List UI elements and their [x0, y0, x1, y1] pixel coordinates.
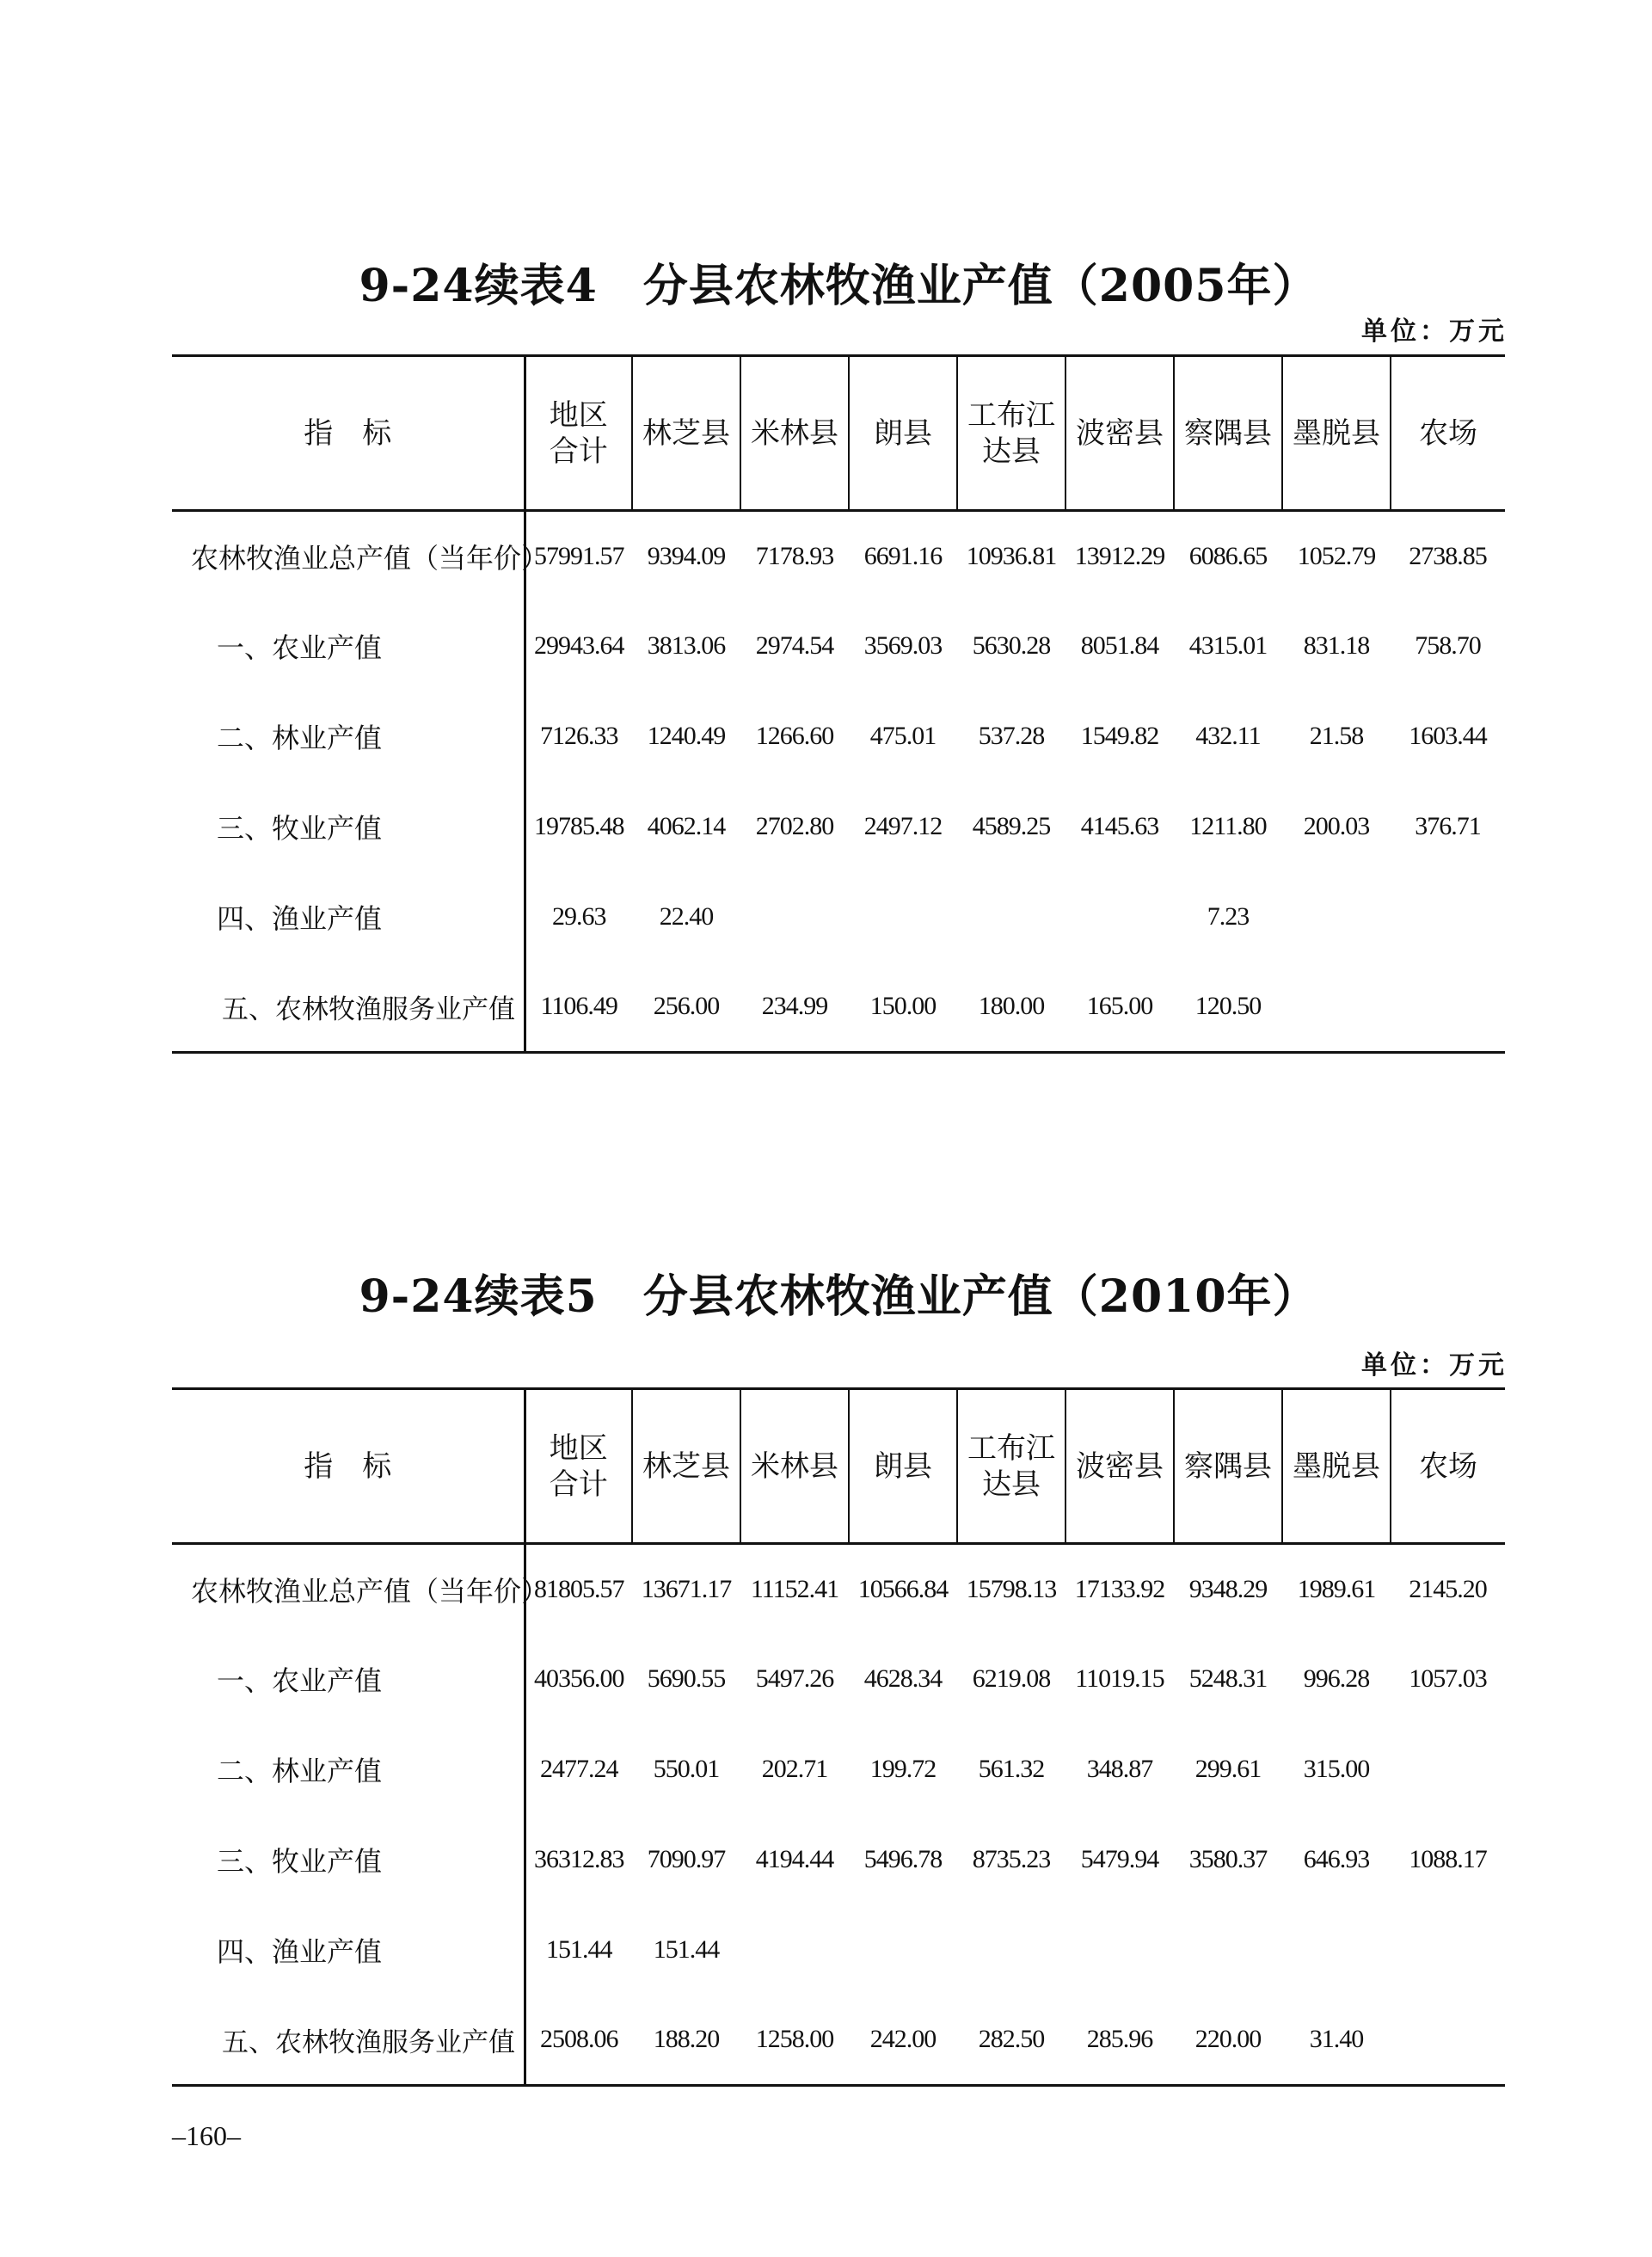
table-cell: 31.40 — [1282, 1996, 1391, 2086]
table-cell: 242.00 — [849, 1996, 957, 2086]
column-header-indicator: 指 标 — [172, 356, 525, 511]
table-cell: 15798.13 — [966, 1574, 1057, 1603]
column-header-gongbujiangda: 工布江 达县 — [957, 356, 1066, 511]
table-cell: 202.71 — [761, 1755, 828, 1783]
table-cell: 7178.93 — [755, 541, 834, 570]
table-cell: 561.32 — [978, 1755, 1045, 1783]
table-cell: 4145.63 — [1080, 812, 1159, 840]
column-header-bomi: 波密县 — [1066, 356, 1174, 511]
table-row — [172, 1996, 1505, 2086]
table-cell: 1088.17 — [1409, 1845, 1487, 1873]
table-cell: 8735.23 — [972, 1845, 1051, 1873]
table-row — [172, 601, 1505, 692]
table-cell: 3813.06 — [647, 631, 726, 660]
table-cell: 4194.44 — [755, 1845, 834, 1873]
table-cell: 2702.80 — [755, 812, 834, 840]
column-header-langxian: 朗县 — [849, 356, 957, 511]
table-cell: 180.00 — [957, 962, 1066, 1053]
column-header-farm: 农场 — [1391, 1389, 1505, 1544]
table-cell: 9348.29 — [1188, 1574, 1268, 1603]
table-cell: 11152.41 — [750, 1574, 839, 1603]
table-cell — [1282, 1905, 1391, 1996]
column-header-chayu: 察隅县 — [1174, 356, 1282, 511]
table-cell: 1211.80 — [1189, 812, 1267, 840]
table-cell — [957, 872, 1066, 962]
table-row — [172, 962, 1505, 1053]
column-header-region-total: 地区 合计 — [525, 356, 632, 511]
column-header-chayu: 察隅县 — [1174, 1389, 1282, 1544]
table-cell — [1391, 1996, 1505, 2086]
table-cell: 2738.85 — [1409, 541, 1487, 570]
table-cell: 5248.31 — [1188, 1664, 1268, 1693]
table-cell: 21.58 — [1309, 722, 1364, 750]
table-cell — [740, 1905, 849, 1996]
column-header-langxian: 朗县 — [849, 1389, 957, 1544]
table-cell: 199.72 — [869, 1755, 937, 1783]
table4-title: 9-24续表4 分县农林牧渔业产值（2005年） — [359, 260, 1318, 312]
table-cell: 9394.09 — [647, 541, 726, 570]
table-cell: 165.00 — [1066, 962, 1174, 1053]
table-cell: 315.00 — [1303, 1755, 1370, 1783]
column-header-farm: 农场 — [1391, 356, 1505, 511]
table-cell: 537.28 — [978, 722, 1045, 750]
table-cell: 29943.64 — [525, 601, 632, 692]
table-cell: 3569.03 — [863, 631, 943, 660]
table-cell: 17133.92 — [1074, 1574, 1165, 1603]
table-cell: 285.96 — [1066, 1996, 1174, 2086]
table-row — [172, 511, 1505, 601]
table-cell: 475.01 — [869, 722, 937, 750]
table-cell: 2477.24 — [525, 1725, 632, 1815]
table-cell: 550.01 — [653, 1755, 720, 1783]
table5-unit: 单位：万元 — [1361, 1350, 1508, 1381]
column-header-motuo: 墨脱县 — [1282, 1389, 1391, 1544]
table-cell: 150.00 — [849, 962, 957, 1053]
table-cell: 234.99 — [740, 962, 849, 1053]
table-cell: 5630.28 — [972, 631, 1051, 660]
table-header-row — [172, 356, 1505, 511]
table-cell: 758.70 — [1415, 631, 1481, 660]
table5 — [172, 1387, 1505, 2087]
table-row — [172, 782, 1505, 872]
table-cell: 1240.49 — [647, 722, 726, 750]
table-cell: 5479.94 — [1080, 1845, 1159, 1873]
column-header-motuo: 墨脱县 — [1282, 356, 1391, 511]
row-label: 农林牧渔业总产值（当年价） — [191, 1574, 550, 1608]
table-cell: 1052.79 — [1297, 541, 1376, 570]
table-cell: 299.61 — [1194, 1755, 1262, 1783]
table-cell: 7126.33 — [525, 692, 632, 782]
column-header-indicator: 指 标 — [172, 1389, 525, 1544]
table-cell: 10566.84 — [857, 1574, 949, 1603]
table-cell — [1391, 1905, 1505, 1996]
table-cell — [1391, 1725, 1505, 1815]
row-label: 四、渔业产值 — [217, 902, 383, 935]
table-cell — [740, 872, 849, 962]
table-cell: 200.03 — [1303, 812, 1370, 840]
row-label: 四、渔业产值 — [217, 1935, 383, 1968]
table-cell: 13671.17 — [641, 1574, 732, 1603]
table-cell: 1266.60 — [755, 722, 834, 750]
table4-unit: 单位：万元 — [1361, 317, 1508, 347]
table-cell: 376.71 — [1415, 812, 1481, 840]
row-label: 一、农业产值 — [217, 631, 383, 664]
table-cell: 7.23 — [1207, 902, 1250, 931]
table-cell — [957, 1905, 1066, 1996]
table-cell: 8051.84 — [1080, 631, 1159, 660]
table-cell: 7090.97 — [647, 1845, 726, 1873]
table-cell: 646.93 — [1303, 1845, 1370, 1873]
table-cell — [1282, 872, 1391, 962]
table-cell — [849, 872, 957, 962]
table-cell: 432.11 — [1195, 722, 1261, 750]
table-cell — [1066, 872, 1174, 962]
table-cell: 831.18 — [1303, 631, 1370, 660]
table5-title: 9-24续表5 分县农林牧渔业产值（2010年） — [359, 1270, 1318, 1323]
table-cell — [1174, 1905, 1282, 1996]
table-cell: 13912.29 — [1074, 541, 1165, 570]
table-cell: 29.63 — [525, 872, 632, 962]
row-label: 农林牧渔业总产值（当年价） — [191, 541, 550, 575]
table-cell: 120.50 — [1174, 962, 1282, 1053]
table-row — [172, 1815, 1505, 1905]
table-cell — [849, 1905, 957, 1996]
table-cell: 81805.57 — [525, 1544, 632, 1634]
table-cell: 1106.49 — [525, 962, 632, 1053]
table-row — [172, 692, 1505, 782]
table-cell: 1258.00 — [740, 1996, 849, 2086]
table-cell: 151.44 — [525, 1905, 632, 1996]
table-cell: 1549.82 — [1080, 722, 1159, 750]
column-header-bomi: 波密县 — [1066, 1389, 1174, 1544]
table-cell: 151.44 — [653, 1935, 720, 1964]
page-number: –160– — [172, 2120, 241, 2151]
table-cell: 6086.65 — [1188, 541, 1268, 570]
table-cell: 2145.20 — [1409, 1574, 1487, 1603]
table-cell: 2508.06 — [525, 1996, 632, 2086]
table-cell — [1391, 962, 1505, 1053]
table-cell: 6691.16 — [863, 541, 943, 570]
table4 — [172, 354, 1505, 1054]
row-label: 五、农林牧渔服务业产值 — [172, 962, 525, 1053]
table-cell: 188.20 — [632, 1996, 740, 2086]
column-header-linzhi: 林芝县 — [632, 1389, 740, 1544]
table-cell: 4628.34 — [863, 1664, 943, 1693]
table-row — [172, 1905, 1505, 1996]
table-cell: 11019.15 — [1075, 1664, 1164, 1693]
table-cell: 19785.48 — [525, 782, 632, 872]
table-cell: 5497.26 — [755, 1664, 834, 1693]
table-row — [172, 1634, 1505, 1725]
table-cell: 2497.12 — [863, 812, 943, 840]
table-cell — [1391, 872, 1505, 962]
table-cell: 40356.00 — [525, 1634, 632, 1725]
table-cell: 1989.61 — [1297, 1574, 1376, 1603]
table-cell: 4589.25 — [972, 812, 1051, 840]
table-header-row — [172, 1389, 1505, 1544]
table-cell: 256.00 — [632, 962, 740, 1053]
table-cell: 996.28 — [1303, 1664, 1370, 1693]
table-cell: 57991.57 — [525, 511, 632, 601]
table-cell: 282.50 — [957, 1996, 1066, 2086]
row-label: 三、牧业产值 — [217, 1845, 383, 1878]
table-cell: 2974.54 — [755, 631, 834, 660]
table-cell: 6219.08 — [972, 1664, 1051, 1693]
table-cell: 4062.14 — [647, 812, 726, 840]
table-cell: 5496.78 — [863, 1845, 943, 1873]
row-label: 二、林业产值 — [217, 1755, 383, 1787]
table-row — [172, 872, 1505, 962]
table-cell — [1066, 1905, 1174, 1996]
row-label: 三、牧业产值 — [217, 812, 383, 845]
column-header-milin: 米林县 — [740, 356, 849, 511]
table-cell: 348.87 — [1086, 1755, 1153, 1783]
column-header-linzhi: 林芝县 — [632, 356, 740, 511]
table-cell: 220.00 — [1174, 1996, 1282, 2086]
column-header-region-total: 地区 合计 — [525, 1389, 632, 1544]
row-label: 五、农林牧渔服务业产值 — [172, 1996, 525, 2086]
table-cell: 3580.37 — [1188, 1845, 1268, 1873]
table-cell: 4315.01 — [1188, 631, 1268, 660]
table-cell — [1282, 962, 1391, 1053]
row-label: 二、林业产值 — [217, 722, 383, 754]
table-cell: 22.40 — [659, 902, 714, 931]
column-header-milin: 米林县 — [740, 1389, 849, 1544]
table-row — [172, 1725, 1505, 1815]
column-header-gongbujiangda: 工布江 达县 — [957, 1389, 1066, 1544]
table-cell: 36312.83 — [525, 1815, 632, 1905]
table-row — [172, 1544, 1505, 1634]
table-cell: 10936.81 — [966, 541, 1057, 570]
row-label: 一、农业产值 — [217, 1664, 383, 1697]
table-cell: 1603.44 — [1409, 722, 1487, 750]
table-cell: 5690.55 — [647, 1664, 726, 1693]
table-cell: 1057.03 — [1409, 1664, 1487, 1693]
